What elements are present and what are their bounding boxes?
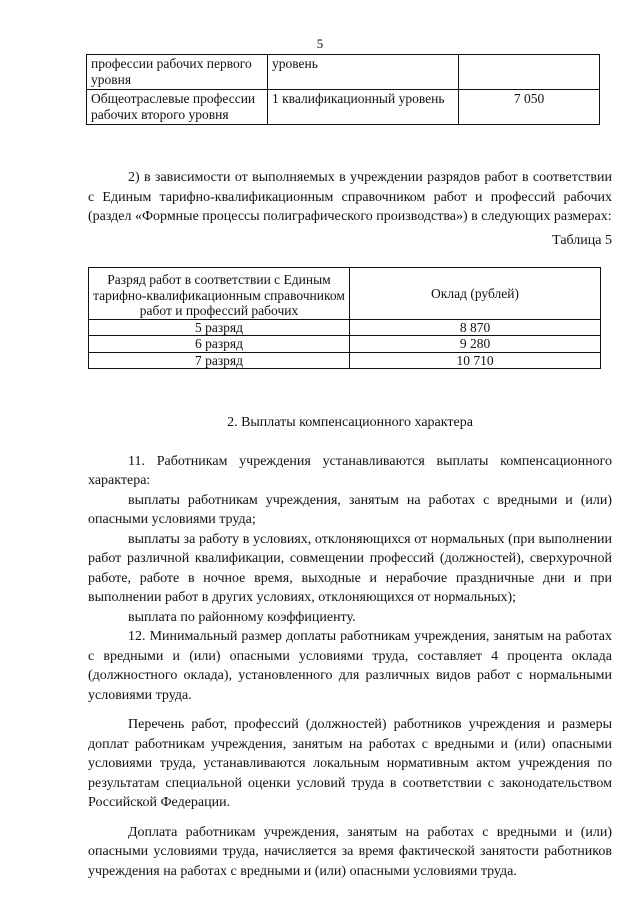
- table-cell: [459, 55, 600, 90]
- table-label: Таблица 5: [552, 232, 612, 248]
- intro-paragraph-block: [88, 168, 612, 250]
- table-cell: уровень: [268, 55, 459, 90]
- table-cell: 7 050: [459, 90, 600, 125]
- grade-cell: 7 разряд: [89, 352, 350, 369]
- table-row: [87, 55, 600, 90]
- paragraph: Доплата работникам учреждения, занятым на работах с вредными и (или) опасными условиями труда, начисляется за время фактической занятости работников учреждения на работах с вредными и (или) опасными условиями труда.: [88, 824, 612, 879]
- intro-paragraph: 2) в зависимости от выполняемых в учреждении разрядов работ в соответствии с Единым тарифно-квалификационным справочником работ и профессий рабочих (раздел «Формные процессы полиграфического производства») в следующих размерах:: [88, 170, 612, 224]
- paragraph: выплаты работникам учреждения, занятым на работах с вредными и (или) опасными условиями труда;: [88, 492, 612, 527]
- paragraph: выплата по районному коэффициенту.: [128, 609, 356, 625]
- salary-cell: 10 710: [350, 352, 601, 369]
- salary-cell: 8 870: [350, 319, 601, 336]
- grade-salary-table: [88, 267, 601, 369]
- page-number: 5: [316, 36, 324, 51]
- header-cell-grade: Разряд работ в соответствии с Единым тарифно-квалификационным справочником работ и профессий рабочих: [89, 268, 350, 320]
- table-cell: 1 квалификационный уровень: [268, 90, 459, 125]
- table-cell: Общеотраслевые профессии рабочих второго уровня: [87, 90, 268, 125]
- table-cell: профессии рабочих первого уровня: [87, 55, 268, 90]
- table-row: [89, 352, 601, 369]
- salary-cell: 9 280: [350, 336, 601, 353]
- section-title: 2. Выплаты компенсационного характера: [227, 415, 473, 430]
- grade-cell: 6 разряд: [89, 336, 350, 353]
- grade-cell: 5 разряд: [89, 319, 350, 336]
- main-text-block: [88, 413, 612, 881]
- paragraph: Перечень работ, профессий (должностей) работников учреждения и размеры доплат работникам учреждения, занятым на работах с вредными и (или) опасными условиями труда, устанавливаются локальным нормативным актом учреждения по результатам специальной оценки условий труда в соответствии с законодательством Российской Федерации.: [88, 717, 612, 810]
- paragraph: выплаты за работу в условиях, отклоняющихся от нормальных (при выполнении работ различной квалификации, совмещении профессий (должностей), сверхурочной работе, работе в ночное время, выходные и нерабочие праздничные дни и при выполнении работ в других условиях, отклоняющихся от нормальных);: [88, 531, 612, 605]
- header-cell-salary: Оклад (рублей): [350, 268, 601, 320]
- table-header-row: [89, 268, 601, 320]
- table-row: [89, 336, 601, 353]
- paragraph: 11. Работникам учреждения устанавливаются выплаты компенсационного характера:: [88, 453, 612, 488]
- table-row: [89, 319, 601, 336]
- table-row: [87, 90, 600, 125]
- paragraph: 12. Минимальный размер доплаты работникам учреждения, занятым на работах с вредными и (или) опасными условиями труда, составляет 4 процента оклада (должностного оклада), установленного для различных видов работ с нормальными условиями труда.: [88, 629, 612, 703]
- qualification-table: [86, 54, 600, 125]
